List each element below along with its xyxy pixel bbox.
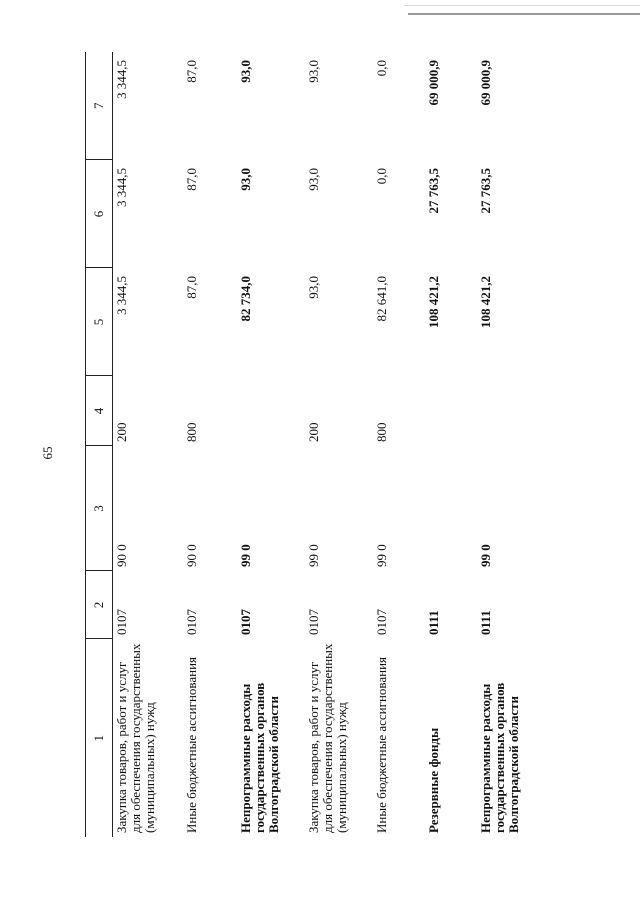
row-col5: 87,0 bbox=[184, 276, 199, 299]
row-col7: 69 000,9 bbox=[478, 60, 493, 106]
row-name: Закупка товаров, работ и услуг для обеспечения государственных (муниципальных) нужд bbox=[114, 643, 157, 833]
row-col5: 93,0 bbox=[306, 276, 321, 299]
scan-edge-line bbox=[408, 13, 640, 15]
row-col6: 3 344,5 bbox=[114, 168, 129, 207]
row-col6: 27 763,5 bbox=[478, 168, 493, 214]
table-row bbox=[305, 52, 373, 837]
row-col6: 93,0 bbox=[238, 168, 253, 191]
row-section: 0111 bbox=[478, 610, 493, 635]
row-col6: 0,0 bbox=[374, 168, 389, 185]
rotated-table-frame bbox=[85, 52, 610, 837]
table-row bbox=[183, 52, 237, 837]
row-type bbox=[237, 376, 305, 446]
header-col-2: 2 bbox=[86, 571, 113, 639]
table-row bbox=[425, 52, 477, 837]
header-row bbox=[86, 52, 113, 837]
row-type bbox=[477, 376, 541, 446]
header-col-3: 3 bbox=[86, 446, 113, 571]
row-col6: 93,0 bbox=[306, 168, 321, 191]
row-col7: 93,0 bbox=[238, 60, 253, 83]
row-col7: 0,0 bbox=[374, 60, 389, 77]
header-col-5: 5 bbox=[86, 268, 113, 376]
row-name: Закупка товаров, работ и услуг для обеспечения государственных (муниципальных) нужд bbox=[306, 643, 349, 833]
row-section: 0111 bbox=[426, 610, 441, 635]
header-col-1: 1 bbox=[86, 639, 113, 837]
row-col7: 87,0 bbox=[184, 60, 199, 83]
row-target: 90 0 bbox=[114, 544, 129, 567]
row-target: 99 0 bbox=[306, 544, 321, 567]
row-col7: 69 000,9 bbox=[426, 60, 441, 106]
row-col7: 93,0 bbox=[306, 60, 321, 83]
row-col5: 3 344,5 bbox=[114, 276, 129, 315]
row-col5: 82 734,0 bbox=[238, 276, 253, 322]
row-target bbox=[425, 446, 477, 571]
row-name: Непрограммные расходы государственных органов Волгоградской области bbox=[478, 682, 521, 833]
table-row bbox=[477, 52, 541, 837]
row-section: 0107 bbox=[114, 609, 129, 635]
budget-table bbox=[85, 52, 541, 837]
row-name: Резервные фонды bbox=[426, 727, 441, 833]
row-section: 0107 bbox=[306, 609, 321, 635]
row-col6: 27 763,5 bbox=[426, 168, 441, 214]
header-col-6: 6 bbox=[86, 160, 113, 268]
row-section: 0107 bbox=[184, 609, 199, 635]
scan-edge-line-faint bbox=[404, 5, 640, 6]
row-col5: 108 421,2 bbox=[426, 276, 441, 328]
row-name: Непрограммные расходы государственных органов Волгоградской области bbox=[238, 682, 281, 833]
row-type: 200 bbox=[306, 422, 321, 442]
header-col-4: 4 bbox=[86, 376, 113, 446]
row-type bbox=[425, 376, 477, 446]
row-type: 800 bbox=[374, 422, 389, 442]
row-target: 99 0 bbox=[374, 544, 389, 567]
row-section: 0107 bbox=[374, 609, 389, 635]
row-col6: 87,0 bbox=[184, 168, 199, 191]
table-row bbox=[113, 52, 184, 837]
row-col5: 82 641,0 bbox=[374, 276, 389, 322]
row-target: 99 0 bbox=[478, 544, 493, 567]
header-col-7: 7 bbox=[86, 52, 113, 160]
row-col7: 3 344,5 bbox=[114, 60, 129, 99]
row-col5: 108 421,2 bbox=[478, 276, 493, 328]
row-section: 0107 bbox=[238, 609, 253, 635]
page-number: 65 bbox=[40, 446, 55, 460]
row-type: 200 bbox=[114, 422, 129, 442]
table-row bbox=[373, 52, 425, 837]
row-name: Иные бюджетные ассигнования bbox=[184, 656, 199, 833]
row-target: 90 0 bbox=[184, 544, 199, 567]
row-target: 99 0 bbox=[238, 544, 253, 567]
row-name: Иные бюджетные ассигнования bbox=[374, 656, 389, 833]
table-row bbox=[237, 52, 305, 837]
row-type: 800 bbox=[184, 422, 199, 442]
